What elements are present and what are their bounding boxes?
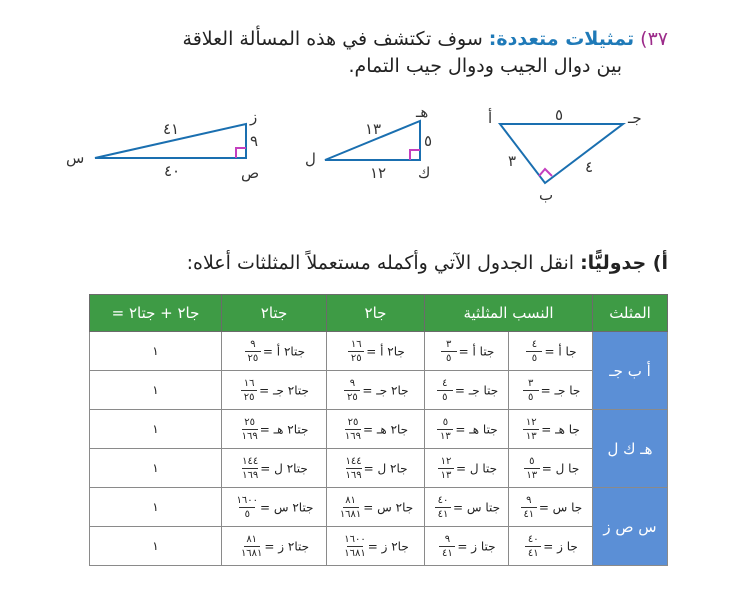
fraction [344,378,360,403]
denominator: ١٦٨١ [344,547,366,559]
triangle-name: أ ب جـ [593,332,668,410]
right-angle-marker [539,169,552,176]
sin2-cell [327,527,425,566]
numerator: ٨١ [246,533,258,545]
denominator: ٢٥ [247,352,259,364]
numerator: ٤٠ [437,494,449,506]
denominator: ٢٥ [243,391,255,403]
table-row [90,488,668,527]
fraction [242,417,258,442]
numerator: ٢٥ [347,416,359,428]
fraction [439,534,455,559]
ratio-label: جتا ز = [457,539,496,553]
fraction-bar [439,546,455,547]
sum-cell: ١ [90,410,222,449]
fraction [441,339,457,364]
fraction [437,378,453,403]
fraction-bar [244,546,260,547]
triangle-hkl [305,103,432,182]
side-hk: ٥ [424,132,433,150]
problem-text-line2: بين دوال الجيب ودوال جيب التمام. [348,55,622,77]
ratio-label: جتا هـ = [455,422,498,436]
denominator: ١٣ [526,469,538,481]
vertex-h: هـ [416,103,429,121]
triangle-name: س ص ز [593,488,668,566]
fraction [526,339,542,364]
numerator: ٥ [529,455,535,467]
fraction-bar [525,546,541,547]
part-a-text: انقل الجدول الآتي وأكمله مستعملاً المثلثات أعلاه: [186,252,575,274]
table-header-row [90,295,668,332]
sum-cell: ١ [90,449,222,488]
denominator: ٥ [442,391,448,403]
numerator: ١٢ [440,455,452,467]
denominator: ١٦٨١ [339,508,362,520]
numerator: ١٦٠٠ [344,533,366,545]
header-triangle: المثلث [593,295,668,332]
cos-cell [425,410,509,449]
sin2-cell [327,488,425,527]
numerator: ١٢ [525,416,537,428]
cos2-cell [222,371,327,410]
cos-cell [425,371,509,410]
denominator: ١٦٩ [344,430,362,442]
triangles-figure [0,95,756,210]
cos-cell [425,332,509,371]
numerator: ٥ [442,416,449,428]
ratio-label: جا أ = [544,344,577,358]
sum-cell: ١ [90,371,222,410]
fraction [521,495,537,520]
triangle-name: هـ ك ل [593,410,668,488]
fraction-bar [438,468,454,469]
fraction-bar [524,468,540,469]
cos-cell [425,449,509,488]
ratio-label: جا٢ ل = [363,461,408,475]
fraction-bar [437,429,453,430]
vertex-l: ل [305,150,316,168]
fraction-bar [523,429,539,430]
denominator: ٤١ [437,508,449,520]
numerator: ١٦ [243,377,255,389]
sum-cell: ١ [90,488,222,527]
fraction [523,378,539,403]
fraction-bar [521,507,537,508]
denominator: ١٦٩ [241,430,258,442]
sin-cell [509,449,593,488]
right-angle-marker [410,150,420,160]
fraction [241,378,257,403]
sin2-cell [327,449,425,488]
denominator: ٤١ [442,547,453,559]
ratio-table [89,294,668,566]
denominator: ١٣ [440,430,451,442]
ratio-label: جتا٢ س = [259,500,314,514]
denominator: ١٦٩ [345,469,362,481]
denominator: ٥ [445,352,452,364]
ratio-label: جتا أ = [458,344,495,358]
ratio-label: جتا جـ = [454,383,499,397]
problem-keyword: تمثيلات متعددة: [488,28,635,50]
fraction-bar [348,351,364,352]
ratio-label: جتا٢ جـ = [259,383,309,397]
sin-cell [509,371,593,410]
cos2-cell [222,527,327,566]
fraction [525,534,541,559]
numerator: ٤٠ [527,533,539,545]
side-bj: ٤ [585,158,594,176]
fraction [437,417,453,442]
denominator: ١٣ [440,469,452,481]
fraction-bar [343,507,359,508]
fraction-bar [242,429,258,430]
numerator: ١٤٤ [242,455,259,467]
cos2-cell [222,449,327,488]
sin-cell [509,332,593,371]
fraction [523,417,539,442]
denominator: ١٣ [525,430,537,442]
fraction-bar [245,351,261,352]
ratio-label: جتا٢ أ = [262,344,306,358]
fraction [241,534,262,559]
fraction-bar [241,390,257,391]
fraction [438,456,454,481]
ratio-label: جا٢ أ = [366,344,405,358]
fraction [435,495,451,520]
side-zp: ٩ [250,132,259,150]
ratio-label: جا٢ جـ = [362,383,409,397]
fraction-bar [242,468,258,469]
header-ratios: النسب المثلثية [425,295,593,332]
vertex-p: ص [241,164,260,182]
vertex-s: س [66,149,85,167]
vertex-b: ب [539,186,554,204]
cos2-cell [222,410,327,449]
fraction [524,456,540,481]
denominator: ١٦٩ [242,469,259,481]
numerator: ١٤٤ [345,455,362,467]
ratio-label: جا٢ س = [363,500,414,514]
fraction-bar [526,351,542,352]
cos-cell [425,488,509,527]
part-a-keyword: أ) جدوليًّا: [580,252,668,274]
fraction-bar [345,429,361,430]
header-sin2: جا٢ [327,295,425,332]
denominator: ٤١ [523,508,535,520]
ratio-label: جتا ل = [455,461,498,475]
sum-cell: ١ [90,527,222,566]
ratio-label: جتا٢ هـ = [259,422,309,436]
fraction [242,456,258,481]
numerator: ٨١ [345,494,356,506]
ratio-label: جا٢ هـ = [363,422,409,436]
denominator: ٤١ [527,547,539,559]
side-hl: ١٣ [365,120,382,138]
denominator: ٢٥ [347,391,358,403]
ratio-label: جا س = [538,500,583,514]
vertex-k: ك [418,164,431,182]
numerator: ٤ [442,377,448,389]
fraction [340,495,361,520]
numerator: ١٦٠٠ [236,494,258,506]
problem-number: ٣٧) [640,28,668,50]
denominator: ٥ [531,352,538,364]
side-kl: ١٢ [370,164,387,182]
fraction-bar [523,390,539,391]
numerator: ٩ [526,494,532,506]
sin-cell [509,410,593,449]
problem-heading [68,26,668,80]
problem-text-line1: سوف تكتشف في هذه المسألة العلاقة [182,28,483,50]
triangle-abj [488,106,642,204]
fraction-bar [437,390,453,391]
ratio-label: جتا س = [452,500,501,514]
ratio-label: جتا٢ ل = [260,461,308,475]
table-row [90,332,668,371]
fraction [344,534,365,559]
vertex-j: جـ [628,109,642,127]
ratio-label: جا ز = [543,539,578,553]
fraction [348,339,364,364]
ratio-label: جتا٢ ز = [264,539,310,553]
numerator: ٩ [444,533,451,545]
side-sz: ٤١ [163,120,180,138]
ratio-label: جا هـ = [541,422,580,436]
ratio-label: جا ل = [541,461,580,475]
numerator: ٢٥ [244,416,256,428]
table-row [90,527,668,566]
side-aj: ٥ [555,106,564,124]
fraction [345,417,361,442]
sin-cell [509,527,593,566]
header-cos2: جتا٢ [222,295,327,332]
denominator: ٥ [527,391,534,403]
denominator: ١٦٨١ [240,547,263,559]
table-row [90,410,668,449]
numerator: ١٦ [350,338,362,350]
fraction-bar [441,351,457,352]
numerator: ٣ [445,338,452,350]
numerator: ٣ [527,377,534,389]
part-a-instruction [187,252,668,274]
numerator: ٩ [250,338,256,350]
triangle-szp [66,108,259,182]
header-sum: جا٢ + جتا٢ = [90,295,222,332]
cos-cell [425,527,509,566]
cos2-cell [222,332,327,371]
denominator: ٢٥ [350,352,362,364]
fraction-bar [347,546,363,547]
cos2-cell [222,488,327,527]
vertex-a: أ [488,109,493,127]
table-row [90,449,668,488]
fraction-bar [239,507,255,508]
side-sp: ٤٠ [164,162,181,180]
ratio-label: جا٢ ز = [367,539,409,553]
numerator: ٤ [531,338,538,350]
denominator: ٥ [244,508,250,520]
vertex-z: ز [250,108,258,126]
right-angle-marker [236,148,246,158]
fraction-bar [346,468,362,469]
sin-cell [509,488,593,527]
side-ab: ٣ [508,152,517,170]
sin2-cell [327,410,425,449]
fraction-bar [435,507,451,508]
ratio-label: جا جـ = [540,383,581,397]
sin2-cell [327,371,425,410]
sum-cell: ١ [90,332,222,371]
fraction [345,456,361,481]
table-row [90,371,668,410]
fraction [237,495,258,520]
sin2-cell [327,332,425,371]
fraction [245,339,261,364]
fraction-bar [344,390,360,391]
numerator: ٩ [349,377,356,389]
